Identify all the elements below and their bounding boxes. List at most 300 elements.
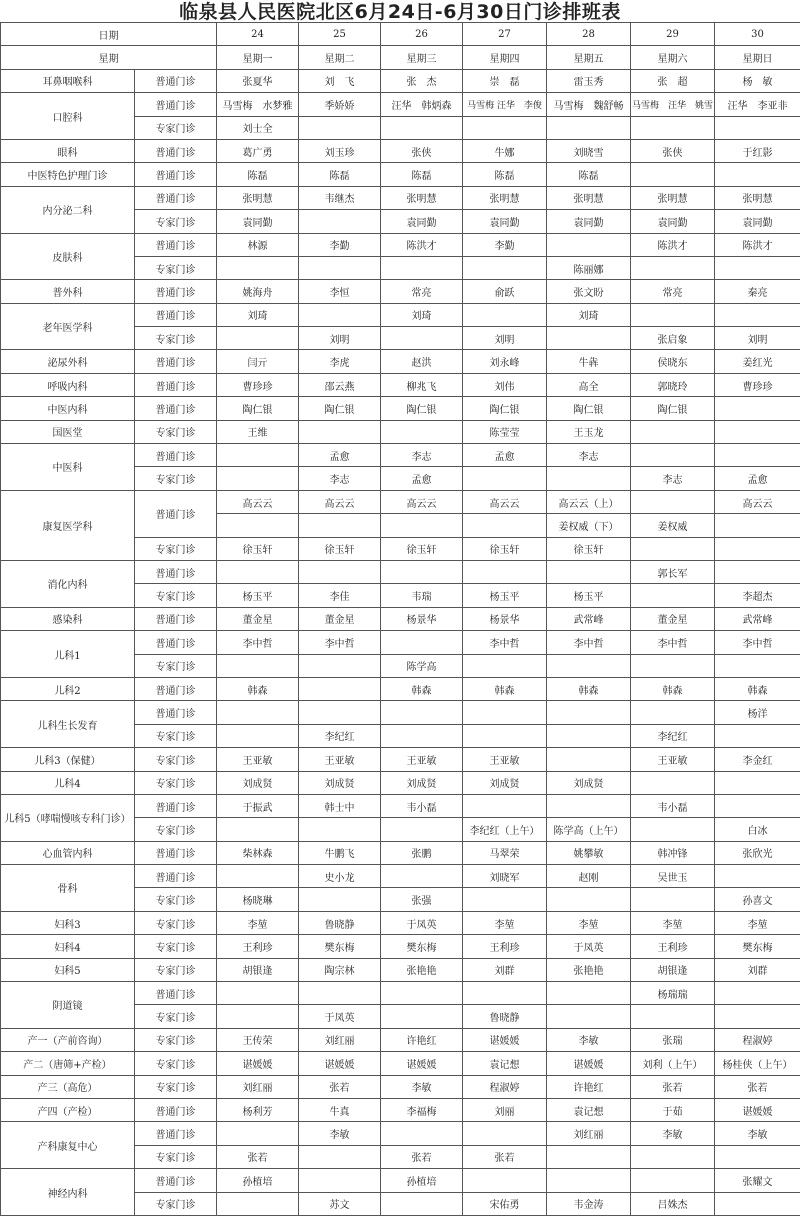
doctor-cell: [715, 771, 800, 794]
schedule-title: 临泉县人民医院北区6月24日-6月30日门诊排班表: [179, 1, 621, 23]
doctor-cell: [217, 1005, 299, 1028]
doctor-cell: [631, 163, 715, 186]
doctor-cell: [299, 1145, 381, 1168]
doctor-cell: 刘琦: [217, 303, 299, 326]
doctor-cell: 高云云: [715, 490, 800, 513]
doctor-cell: 李志: [299, 467, 381, 490]
doctor-cell: 邵云燕: [299, 373, 381, 396]
doctor-cell: 于茹: [631, 1098, 715, 1121]
department-name: 产一（产前咨询）: [1, 1028, 135, 1051]
table-row: [1, 1098, 800, 1121]
doctor-cell: 袁同勤: [217, 210, 299, 233]
clinic-type: 专家门诊: [135, 1028, 217, 1051]
doctor-cell: [299, 677, 381, 700]
doctor-cell: 张若: [715, 1075, 800, 1098]
doctor-cell: 鲁晓静: [299, 911, 381, 934]
doctor-cell: 刘红丽: [299, 1028, 381, 1051]
clinic-type: 普通门诊: [135, 186, 217, 209]
clinic-type: 专家门诊: [135, 1052, 217, 1075]
department-name: 泌尿外科: [1, 350, 135, 373]
doctor-cell: 高云云: [217, 490, 299, 513]
doctor-cell: 郭长军: [631, 560, 715, 583]
department-name: 眼科: [1, 139, 135, 162]
doctor-cell: 陈洪才: [381, 233, 463, 256]
department-name: 儿科3（保健）: [1, 748, 135, 771]
doctor-cell: 杨玉平: [547, 584, 631, 607]
doctor-cell: 柳兆飞: [381, 373, 463, 396]
table-row: [1, 677, 800, 700]
doctor-cell: [381, 327, 463, 350]
department-name: 产二（唐筛+产检）: [1, 1052, 135, 1075]
doctor-cell: 王玉龙: [547, 420, 631, 443]
table-row: [1, 303, 800, 326]
clinic-type: 专家门诊: [135, 467, 217, 490]
table-row: [1, 935, 800, 958]
doctor-cell: 陶仁银: [381, 397, 463, 420]
table-row: [1, 350, 800, 373]
doctor-cell: 牛犇: [547, 350, 631, 373]
doctor-cell: 刘 飞: [299, 69, 381, 92]
doctor-cell: 姜权威: [631, 514, 715, 537]
clinic-type: 普通门诊: [135, 139, 217, 162]
doctor-cell: 许艳红: [547, 1075, 631, 1098]
doctor-cell: [381, 818, 463, 841]
doctor-cell: 韦继杰: [299, 186, 381, 209]
doctor-cell: [463, 888, 547, 911]
doctor-cell: 韩森: [631, 677, 715, 700]
doctor-cell: 李恒: [299, 280, 381, 303]
doctor-cell: 韦金涛: [547, 1192, 631, 1215]
doctor-cell: [715, 397, 800, 420]
doctor-cell: 韩森: [547, 677, 631, 700]
doctor-cell: [217, 865, 299, 888]
doctor-cell: 马雪梅 魏舒畅: [547, 93, 631, 116]
doctor-cell: [299, 303, 381, 326]
doctor-cell: 李堃: [631, 911, 715, 934]
doctor-cell: 张瑞: [631, 1028, 715, 1051]
doctor-cell: 宋佑勇: [463, 1192, 547, 1215]
doctor-cell: 张欣光: [715, 841, 800, 864]
doctor-cell: 张强: [381, 888, 463, 911]
clinic-type: 普通门诊: [135, 373, 217, 396]
doctor-cell: 谌媛媛: [715, 1098, 800, 1121]
doctor-cell: [631, 490, 715, 513]
doctor-cell: 姜红光: [715, 350, 800, 373]
doctor-cell: 牛真: [299, 1098, 381, 1121]
table-row: [1, 560, 800, 583]
doctor-cell: [547, 467, 631, 490]
doctor-cell: 张 超: [631, 69, 715, 92]
doctor-cell: 李虎: [299, 350, 381, 373]
doctor-cell: [547, 888, 631, 911]
doctor-cell: 李堃: [217, 911, 299, 934]
doctor-cell: 刘明: [715, 327, 800, 350]
doctor-cell: [547, 560, 631, 583]
doctor-cell: 常亮: [381, 280, 463, 303]
doctor-cell: 谌媛媛: [299, 1052, 381, 1075]
doctor-cell: 袁同勤: [547, 210, 631, 233]
department-name: 儿科2: [1, 677, 135, 700]
department-name: 儿科1: [1, 631, 135, 678]
doctor-cell: 袁记想: [547, 1098, 631, 1121]
doctor-cell: [463, 560, 547, 583]
doctor-cell: 李中哲: [463, 631, 547, 654]
doctor-cell: 姚海舟: [217, 280, 299, 303]
clinic-type: 普通门诊: [135, 444, 217, 467]
doctor-cell: 樊东梅: [715, 935, 800, 958]
doctor-cell: [299, 210, 381, 233]
doctor-cell: 李敏: [715, 1122, 800, 1145]
doctor-cell: [547, 233, 631, 256]
doctor-cell: 张明慧: [381, 186, 463, 209]
doctor-cell: 王维: [217, 420, 299, 443]
doctor-cell: 刘明: [463, 327, 547, 350]
doctor-cell: 陶仁银: [631, 397, 715, 420]
clinic-type: 普通门诊: [135, 794, 217, 817]
doctor-cell: 李超杰: [715, 584, 800, 607]
doctor-cell: 李堃: [715, 911, 800, 934]
clinic-type: 普通门诊: [135, 982, 217, 1005]
doctor-cell: [217, 654, 299, 677]
doctor-cell: [217, 724, 299, 747]
doctor-cell: 刘伟: [463, 373, 547, 396]
doctor-cell: [217, 701, 299, 724]
doctor-cell: [299, 1169, 381, 1192]
doctor-cell: 袁同勤: [715, 210, 800, 233]
doctor-cell: 孟愈: [299, 444, 381, 467]
department-name: 感染科: [1, 607, 135, 630]
doctor-cell: 高云云（上）: [547, 490, 631, 513]
table-row: [1, 69, 800, 92]
doctor-cell: 谌媛媛: [547, 1052, 631, 1075]
doctor-cell: [715, 865, 800, 888]
clinic-type: 专家门诊: [135, 911, 217, 934]
doctor-cell: 李纪红: [631, 724, 715, 747]
doctor-cell: 李勤: [299, 233, 381, 256]
weekday-cell: 星期日: [715, 46, 800, 69]
doctor-cell: 刘成贤: [381, 771, 463, 794]
department-name: 妇科4: [1, 935, 135, 958]
doctor-cell: 于振武: [217, 794, 299, 817]
doctor-cell: 王亚敏: [631, 748, 715, 771]
doctor-cell: 杨景华: [463, 607, 547, 630]
doctor-cell: 张侠: [631, 139, 715, 162]
doctor-cell: 谌媛媛: [381, 1052, 463, 1075]
doctor-cell: 刘群: [463, 958, 547, 981]
doctor-cell: [631, 256, 715, 279]
table-row: [1, 93, 800, 116]
department-name: 妇科3: [1, 911, 135, 934]
doctor-cell: 姚攀敏: [547, 841, 631, 864]
clinic-type: 专家门诊: [135, 935, 217, 958]
doctor-cell: [547, 116, 631, 139]
doctor-cell: 陶仁银: [463, 397, 547, 420]
doctor-cell: 袁同勤: [381, 210, 463, 233]
clinic-type: 普通门诊: [135, 701, 217, 724]
doctor-cell: [299, 116, 381, 139]
doctor-cell: 张启象: [631, 327, 715, 350]
doctor-cell: 杨利芳: [217, 1098, 299, 1121]
date-cell: 25: [299, 23, 381, 46]
doctor-cell: [547, 1005, 631, 1028]
header-date-row: [1, 23, 800, 46]
doctor-cell: [381, 116, 463, 139]
doctor-cell: 徐玉轩: [381, 537, 463, 560]
doctor-cell: 高云云: [299, 490, 381, 513]
doctor-cell: [381, 865, 463, 888]
clinic-type: 普通门诊: [135, 69, 217, 92]
doctor-cell: [217, 256, 299, 279]
doctor-cell: 徐玉轩: [547, 537, 631, 560]
doctor-cell: [631, 584, 715, 607]
doctor-cell: 杨玉平: [463, 584, 547, 607]
doctor-cell: 樊东梅: [299, 935, 381, 958]
doctor-cell: 王利珍: [463, 935, 547, 958]
doctor-cell: [299, 560, 381, 583]
doctor-cell: 徐玉轩: [299, 537, 381, 560]
doctor-cell: [381, 560, 463, 583]
doctor-cell: 张若: [631, 1075, 715, 1098]
doctor-cell: [715, 1145, 800, 1168]
doctor-cell: [715, 724, 800, 747]
clinic-type: 普通门诊: [135, 163, 217, 186]
doctor-cell: [547, 701, 631, 724]
clinic-type: 专家门诊: [135, 327, 217, 350]
department-name: 心血管内科: [1, 841, 135, 864]
doctor-cell: [715, 444, 800, 467]
department-name: 耳鼻咽喉科: [1, 69, 135, 92]
date-cell: 29: [631, 23, 715, 46]
department-name: 国医堂: [1, 420, 135, 443]
doctor-cell: 侯晓东: [631, 350, 715, 373]
table-row: [1, 420, 800, 443]
doctor-cell: [547, 982, 631, 1005]
table-row: [1, 771, 800, 794]
doctor-cell: 高云云: [381, 490, 463, 513]
department-name: 儿科5（哮喘慢咳专科门诊）: [1, 794, 135, 841]
doctor-cell: 季娇娇: [299, 93, 381, 116]
table-row: [1, 701, 800, 724]
date-cell: 24: [217, 23, 299, 46]
doctor-cell: [299, 256, 381, 279]
doctor-cell: 刘明: [299, 327, 381, 350]
doctor-cell: 崇 磊: [463, 69, 547, 92]
doctor-cell: 苏文: [299, 1192, 381, 1215]
doctor-cell: 刘晓军: [463, 865, 547, 888]
doctor-cell: 李金红: [715, 748, 800, 771]
doctor-cell: 武常峰: [715, 607, 800, 630]
clinic-type: 普通门诊: [135, 1098, 217, 1121]
clinic-type: 普通门诊: [135, 631, 217, 654]
doctor-cell: 刘成贤: [463, 771, 547, 794]
doctor-cell: 李堃: [547, 911, 631, 934]
weekday-cell: 星期五: [547, 46, 631, 69]
doctor-cell: [217, 1122, 299, 1145]
clinic-type: 专家门诊: [135, 888, 217, 911]
table-row: [1, 841, 800, 864]
clinic-type: 普通门诊: [135, 490, 217, 537]
table-row: [1, 186, 800, 209]
clinic-type: 专家门诊: [135, 420, 217, 443]
doctor-cell: [631, 303, 715, 326]
doctor-cell: 李中哲: [547, 631, 631, 654]
doctor-cell: 徐玉轩: [217, 537, 299, 560]
doctor-cell: [715, 514, 800, 537]
doctor-cell: 杨洋: [715, 701, 800, 724]
doctor-cell: 张若: [299, 1075, 381, 1098]
doctor-cell: 牛娜: [463, 139, 547, 162]
doctor-cell: [631, 444, 715, 467]
doctor-cell: [217, 444, 299, 467]
doctor-cell: [631, 420, 715, 443]
weekday-cell: 星期二: [299, 46, 381, 69]
table-row: [1, 163, 800, 186]
department-name: 口腔科: [1, 93, 135, 140]
doctor-cell: 张文盼: [547, 280, 631, 303]
doctor-cell: 谌媛媛: [217, 1052, 299, 1075]
table-row: [1, 958, 800, 981]
doctor-cell: 董金星: [217, 607, 299, 630]
doctor-cell: 董金星: [631, 607, 715, 630]
doctor-cell: 曹珍珍: [217, 373, 299, 396]
doctor-cell: 曹珍珍: [715, 373, 800, 396]
department-name: 骨科: [1, 865, 135, 912]
doctor-cell: 吴世玉: [631, 865, 715, 888]
doctor-cell: [381, 631, 463, 654]
table-row: [1, 982, 800, 1005]
doctor-cell: [547, 794, 631, 817]
doctor-cell: 孙植培: [381, 1169, 463, 1192]
table-row: [1, 911, 800, 934]
weekday-label: 星期: [1, 46, 217, 69]
doctor-cell: 鲁晓静: [463, 1005, 547, 1028]
doctor-cell: [381, 256, 463, 279]
doctor-cell: 王亚敏: [217, 748, 299, 771]
weekday-cell: 星期三: [381, 46, 463, 69]
doctor-cell: [381, 1192, 463, 1215]
department-name: 儿科4: [1, 771, 135, 794]
doctor-cell: [463, 256, 547, 279]
department-name: 消化内科: [1, 560, 135, 607]
doctor-cell: [715, 794, 800, 817]
table-row: [1, 1169, 800, 1192]
doctor-cell: 于凤英: [381, 911, 463, 934]
doctor-cell: 史小龙: [299, 865, 381, 888]
clinic-type: 专家门诊: [135, 724, 217, 747]
doctor-cell: 张若: [217, 1145, 299, 1168]
doctor-cell: 李中哲: [217, 631, 299, 654]
doctor-cell: 刘成贤: [547, 771, 631, 794]
doctor-cell: 韩冲锋: [631, 841, 715, 864]
doctor-cell: 孙喜文: [715, 888, 800, 911]
doctor-cell: 郭晓玲: [631, 373, 715, 396]
doctor-cell: 葛广勇: [217, 139, 299, 162]
doctor-cell: 陶仁银: [299, 397, 381, 420]
doctor-cell: 张 杰: [381, 69, 463, 92]
clinic-type: 普通门诊: [135, 677, 217, 700]
doctor-cell: 陈学高: [381, 654, 463, 677]
doctor-cell: 吕姝杰: [631, 1192, 715, 1215]
clinic-type: 专家门诊: [135, 654, 217, 677]
clinic-type: 专家门诊: [135, 771, 217, 794]
doctor-cell: 韦小磊: [631, 794, 715, 817]
doctor-cell: [715, 116, 800, 139]
doctor-cell: [715, 537, 800, 560]
department-name: 产科康复中心: [1, 1122, 135, 1169]
doctor-cell: [463, 514, 547, 537]
doctor-cell: 刘成贤: [217, 771, 299, 794]
clinic-type: 专家门诊: [135, 116, 217, 139]
doctor-cell: [631, 818, 715, 841]
table-row: [1, 373, 800, 396]
doctor-cell: [631, 888, 715, 911]
doctor-cell: 杨 敏: [715, 69, 800, 92]
doctor-cell: 牛鹏飞: [299, 841, 381, 864]
doctor-cell: [381, 1122, 463, 1145]
clinic-type: 普通门诊: [135, 1122, 217, 1145]
doctor-cell: 孟愈: [381, 467, 463, 490]
doctor-cell: 雷玉秀: [547, 69, 631, 92]
doctor-cell: [381, 982, 463, 1005]
table-row: [1, 865, 800, 888]
clinic-type: 专家门诊: [135, 210, 217, 233]
clinic-type: 专家门诊: [135, 958, 217, 981]
weekday-cell: 星期六: [631, 46, 715, 69]
doctor-cell: 董金星: [299, 607, 381, 630]
department-name: 儿科生长发育: [1, 701, 135, 748]
department-name: 产三（高危）: [1, 1075, 135, 1098]
doctor-cell: 高全: [547, 373, 631, 396]
doctor-cell: [217, 560, 299, 583]
doctor-cell: 张若: [463, 1145, 547, 1168]
doctor-cell: [463, 982, 547, 1005]
department-name: 中医内科: [1, 397, 135, 420]
doctor-cell: 王亚敏: [299, 748, 381, 771]
doctor-cell: [299, 654, 381, 677]
doctor-cell: [547, 748, 631, 771]
doctor-cell: 程淑婷: [463, 1075, 547, 1098]
doctor-cell: [463, 724, 547, 747]
table-row: [1, 607, 800, 630]
doctor-cell: 林源: [217, 233, 299, 256]
doctor-cell: 马翠荣: [463, 841, 547, 864]
doctor-cell: [463, 467, 547, 490]
department-name: 皮肤科: [1, 233, 135, 280]
doctor-cell: 赵洪: [381, 350, 463, 373]
doctor-cell: 李纪红（上午）: [463, 818, 547, 841]
doctor-cell: 李佳: [299, 584, 381, 607]
doctor-cell: [299, 701, 381, 724]
doctor-cell: 马雪梅 水梦雅: [217, 93, 299, 116]
doctor-cell: 张明慧: [631, 186, 715, 209]
doctor-cell: [381, 1005, 463, 1028]
header-weekday-row: [1, 46, 800, 69]
doctor-cell: 胡银逢: [217, 958, 299, 981]
doctor-cell: 许艳红: [381, 1028, 463, 1051]
doctor-cell: 于凤英: [299, 1005, 381, 1028]
doctor-cell: 刘玉珍: [299, 139, 381, 162]
doctor-cell: 刘成贤: [299, 771, 381, 794]
doctor-cell: [715, 303, 800, 326]
doctor-cell: [299, 982, 381, 1005]
clinic-type: 专家门诊: [135, 1005, 217, 1028]
doctor-cell: 李敏: [547, 1028, 631, 1051]
doctor-cell: 陶仁银: [217, 397, 299, 420]
table-row: [1, 280, 800, 303]
doctor-cell: [631, 1145, 715, 1168]
doctor-cell: [463, 701, 547, 724]
doctor-cell: [217, 1192, 299, 1215]
